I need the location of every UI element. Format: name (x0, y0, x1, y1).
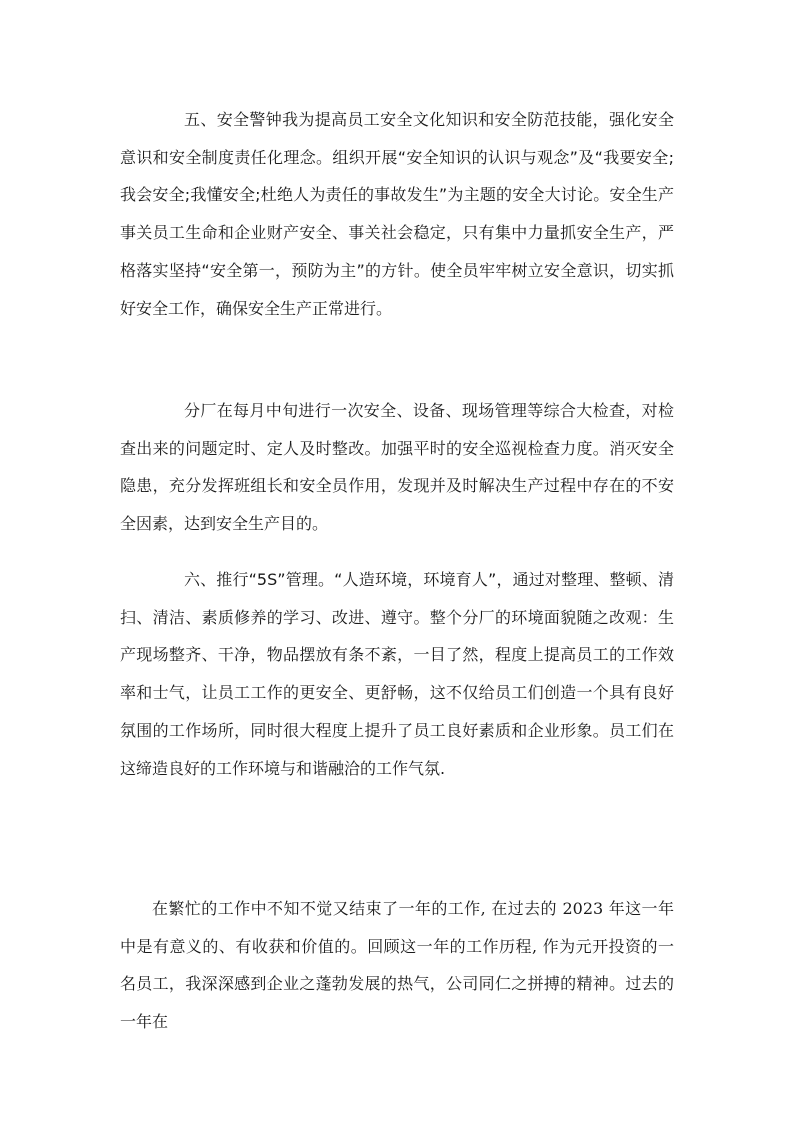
paragraph-year-review: 在繁忙的工作中不知不觉又结束了一年的工作, 在过去的 2023 年这一年中是有意义的、有收获和价值的。回顾这一年的工作历程, 作为元开投资的一名员工，我深深感到企业之蓬勃发展的热气，公司同仁之拼搏的精神。过去的一年在 (120, 899, 674, 1032)
paragraph-monthly-inspection: 分厂在每月中旬进行一次安全、设备、现场管理等综合大检查，对检查出来的问题定时、定人及时整改。加强平时的安全巡视检查力度。消灭安全隐患，充分发挥班组长和安全员作用，发现并及时解决生产过程中存在的不安全因素，达到安全生产目的。 (120, 401, 674, 534)
paragraph-safety-awareness: 五、安全警钟我为提高员工安全文化知识和安全防范技能，强化安全意识和安全制度责任化理念。组织开展“安全知识的认识与观念”及“我要安全;我会安全;我懂安全;杜绝人为责任的事故发生”为主题的安全大讨论。安全生产事关员工生命和企业财产安全、事关社会稳定，只有集中力量抓安全生产，严格落实坚持“安全第一，预防为主”的方针。使全员牢牢树立安全意识，切实抓好安全工作，确保安全生产正常进行。 (120, 110, 674, 318)
paragraph-5s-management: 六、推行“5S”管理。“人造环境，环境育人”，通过对整理、整顿、清扫、清洁、素质修养的学习、改进、遵守。整个分厂的环境面貌随之改观：生产现场整齐、干净，物品摆放有条不紊，一目了然，程度上提高员工的工作效率和士气，让员工工作的更安全、更舒畅，这不仅给员工们创造一个具有良好氛围的工作场所，同时很大程度上提升了员工良好素质和企业形象。员工们在这缔造良好的工作环境与和谐融洽的工作气氛. (120, 570, 674, 778)
